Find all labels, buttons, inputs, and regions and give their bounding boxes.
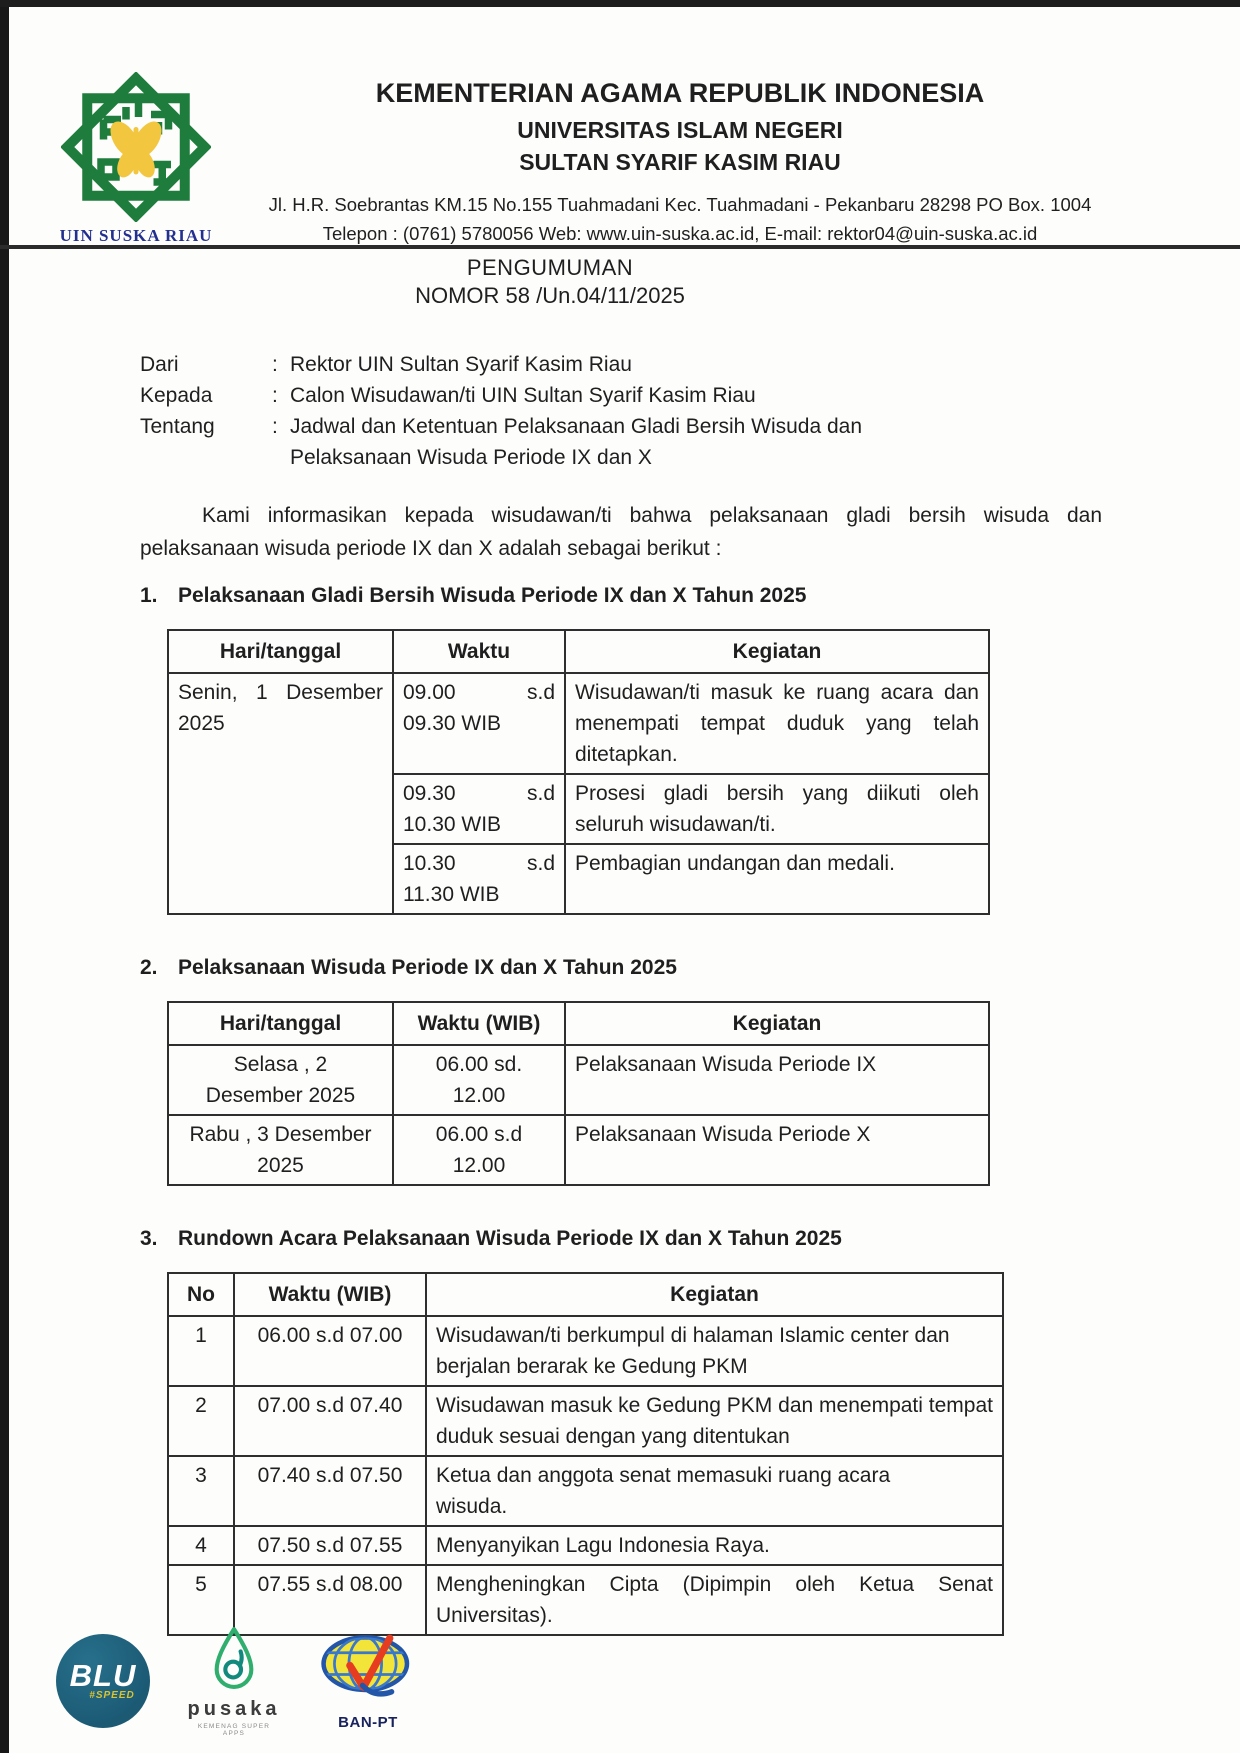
section-title: Rundown Acara Pelaksanaan Wisuda Periode IX dan X Tahun 2025 xyxy=(178,1227,842,1250)
uin-suska-crest-icon xyxy=(56,72,216,222)
waktu-separator: s.d xyxy=(526,782,555,805)
cell-kegiatan: Pelaksanaan Wisuda Periode X xyxy=(565,1115,989,1185)
table-header-row xyxy=(168,1002,989,1045)
waktu-separator: s.d xyxy=(526,681,555,704)
pusaka-logo xyxy=(186,1625,282,1737)
meta-row-kepada xyxy=(140,380,1240,411)
kegiatan-text: Ketua dan anggota senat memasuki ruang acara wisuda. xyxy=(436,1464,891,1518)
waktu-line1: 06.00 sd. xyxy=(435,1053,523,1076)
column-header-no: No xyxy=(168,1273,234,1316)
waktu-line2: 12.00 xyxy=(452,1154,506,1177)
cell-no: 1 xyxy=(168,1316,234,1386)
university-name-line1: UNIVERSITAS ISLAM NEGERI xyxy=(517,117,843,143)
cell-kegiatan: Mengheningkan Cipta (Dipimpin oleh Ketua Senat Universitas). xyxy=(426,1565,1003,1635)
waktu-range xyxy=(403,778,555,809)
scan-edge-left xyxy=(0,0,9,1753)
address-line: Jl. H.R. Soebrantas KM.15 No.155 Tuahmadani Kec. Tuahmadani - Pekanbaru 28298 PO Box. 1004 xyxy=(268,194,1092,215)
cell-waktu xyxy=(393,1045,565,1115)
section-title: Pelaksanaan Gladi Bersih Wisuda Periode IX dan X Tahun 2025 xyxy=(178,584,807,607)
column-header-waktu: Waktu (WIB) xyxy=(234,1273,426,1316)
section-3-heading xyxy=(140,1224,1240,1254)
cell-no: 3 xyxy=(168,1456,234,1526)
table-row xyxy=(168,1386,1003,1456)
cell-waktu: 07.50 s.d 07.55 xyxy=(234,1526,426,1565)
hari-line2: Desember 2025 xyxy=(205,1084,356,1107)
table-row xyxy=(168,1045,989,1115)
waktu-from: 09.00 xyxy=(403,681,456,704)
cell-waktu xyxy=(393,774,565,844)
meta-label: Tentang xyxy=(140,415,215,438)
banpt-logo xyxy=(308,1631,428,1731)
cell-no: 2 xyxy=(168,1386,234,1456)
section-number: 2. xyxy=(140,956,158,979)
blu-logo xyxy=(56,1634,150,1728)
column-header-hari: Hari/tanggal xyxy=(168,630,393,673)
cell-kegiatan: Menyanyikan Lagu Indonesia Raya. xyxy=(426,1526,1003,1565)
section-title: Pelaksanaan Wisuda Periode IX dan X Tahun 2025 xyxy=(178,956,677,979)
table-rundown xyxy=(167,1272,1004,1636)
cell-waktu: 07.40 s.d 07.50 xyxy=(234,1456,426,1526)
cell-hari xyxy=(168,1045,393,1115)
section-2-heading xyxy=(140,953,1240,983)
table-header-row xyxy=(168,630,989,673)
waktu-to: 10.30 WIB xyxy=(403,813,502,836)
meta-value: Calon Wisudawan/ti UIN Sultan Syarif Kasim Riau xyxy=(290,384,756,407)
cell-date: Senin, 1 Desember 2025 xyxy=(168,673,393,914)
letterhead-divider xyxy=(0,245,1240,249)
cell-waktu xyxy=(393,844,565,914)
ministry-name: KEMENTERIAN AGAMA REPUBLIK INDONESIA xyxy=(375,78,985,108)
blu-logo-text: BLU xyxy=(69,1657,137,1693)
cell-kegiatan: Pelaksanaan Wisuda Periode IX xyxy=(565,1045,989,1115)
cell-waktu: 07.00 s.d 07.40 xyxy=(234,1386,426,1456)
cell-kegiatan: Wisudawan/ti berkumpul di halaman Islamic center dan berjalan berarak ke Gedung PKM xyxy=(426,1316,1003,1386)
meta-value: Jadwal dan Ketentuan Pelaksanaan Gladi Bersih Wisuda dan Pelaksanaan Wisuda Periode IX dan X xyxy=(290,415,863,469)
contact-line: Telepon : (0761) 5780056 Web: www.uin-suska.ac.id, E-mail: rektor04@uin-suska.ac.id xyxy=(322,223,1038,244)
column-header-kegiatan: Kegiatan xyxy=(426,1273,1003,1316)
meta-colon: : xyxy=(272,415,278,438)
column-header-kegiatan: Kegiatan xyxy=(565,1002,989,1045)
table-gladi-bersih xyxy=(167,629,990,915)
meta-value: Rektor UIN Sultan Syarif Kasim Riau xyxy=(290,353,632,376)
title-block xyxy=(0,255,1100,309)
waktu-line2: 12.00 xyxy=(452,1084,506,1107)
table-wisuda xyxy=(167,1001,990,1186)
meta-row-dari xyxy=(140,349,1240,380)
cell-waktu xyxy=(393,1115,565,1185)
blu-logo-tagline: #SPEED xyxy=(89,1689,135,1701)
crest-caption: UIN SUSKA RIAU xyxy=(59,226,213,245)
meta-colon: : xyxy=(272,384,278,407)
column-header-hari: Hari/tanggal xyxy=(168,1002,393,1045)
cell-no: 5 xyxy=(168,1565,234,1635)
waktu-to: 11.30 WIB xyxy=(403,883,500,906)
waktu-from: 09.30 xyxy=(403,782,456,805)
section-1-heading xyxy=(140,581,1240,611)
pusaka-logo-sublabel: KEMENAG SUPER APPS xyxy=(197,1723,271,1737)
waktu-to: 09.30 WIB xyxy=(403,712,502,735)
waktu-from: 10.30 xyxy=(403,852,456,875)
cell-waktu: 07.55 s.d 08.00 xyxy=(234,1565,426,1635)
section-number: 1. xyxy=(140,584,158,607)
table-row xyxy=(168,1456,1003,1526)
footer-logos xyxy=(56,1625,428,1737)
waktu-range xyxy=(403,848,555,879)
university-name-line2: SULTAN SYARIF KASIM RIAU xyxy=(519,149,841,175)
meta-block xyxy=(140,349,1240,473)
table-row xyxy=(168,1115,989,1185)
column-header-waktu: Waktu (WIB) xyxy=(393,1002,565,1045)
letterhead xyxy=(0,0,1240,247)
cell-kegiatan xyxy=(426,1456,1003,1526)
letterhead-text xyxy=(230,78,1130,245)
cell-kegiatan: Wisudawan/ti masuk ke ruang acara dan menempati tempat duduk yang telah ditetapkan. xyxy=(565,673,989,774)
hari-line1: Selasa , 2 xyxy=(233,1053,328,1076)
section-number: 3. xyxy=(140,1227,158,1250)
hari-line1: Rabu , 3 Desember xyxy=(189,1123,372,1146)
cell-kegiatan: Pembagian undangan dan medali. xyxy=(565,844,989,914)
table-row xyxy=(168,673,989,774)
meta-row-tentang xyxy=(140,411,1240,473)
table-header-row xyxy=(168,1273,1003,1316)
cell-waktu xyxy=(393,673,565,774)
cell-kegiatan: Prosesi gladi bersih yang diikuti oleh seluruh wisudawan/ti. xyxy=(565,774,989,844)
intro-paragraph: Kami informasikan kepada wisudawan/ti bahwa pelaksanaan gladi bersih wisuda dan pelaksanaan wisuda periode IX dan X adalah sebagai berikut : xyxy=(140,504,1102,560)
column-header-waktu: Waktu xyxy=(393,630,565,673)
cell-kegiatan: Wisudawan masuk ke Gedung PKM dan menempati tempat duduk sesuai dengan yang ditentukan xyxy=(426,1386,1003,1456)
document-number: NOMOR 58 /Un.04/11/2025 xyxy=(415,283,685,308)
banpt-logo-label: BAN-PT xyxy=(338,1714,398,1731)
waktu-line1: 06.00 s.d xyxy=(435,1123,523,1146)
table-row xyxy=(168,1526,1003,1565)
table-row xyxy=(168,1316,1003,1386)
meta-label: Kepada xyxy=(140,384,213,407)
pusaka-logo-label: pusaka xyxy=(187,1698,281,1720)
cell-no: 4 xyxy=(168,1526,234,1565)
waktu-separator: s.d xyxy=(526,852,555,875)
meta-label: Dari xyxy=(140,353,179,376)
banpt-globe-icon xyxy=(313,1696,423,1713)
column-header-kegiatan: Kegiatan xyxy=(565,630,989,673)
cell-waktu: 06.00 s.d 07.00 xyxy=(234,1316,426,1386)
cell-hari xyxy=(168,1115,393,1185)
document-title: PENGUMUMAN xyxy=(466,255,634,280)
university-crest xyxy=(56,72,216,246)
waktu-range xyxy=(403,677,555,708)
meta-colon: : xyxy=(272,353,278,376)
pusaka-droplet-icon xyxy=(206,1678,262,1695)
hari-line2: 2025 xyxy=(257,1154,304,1177)
